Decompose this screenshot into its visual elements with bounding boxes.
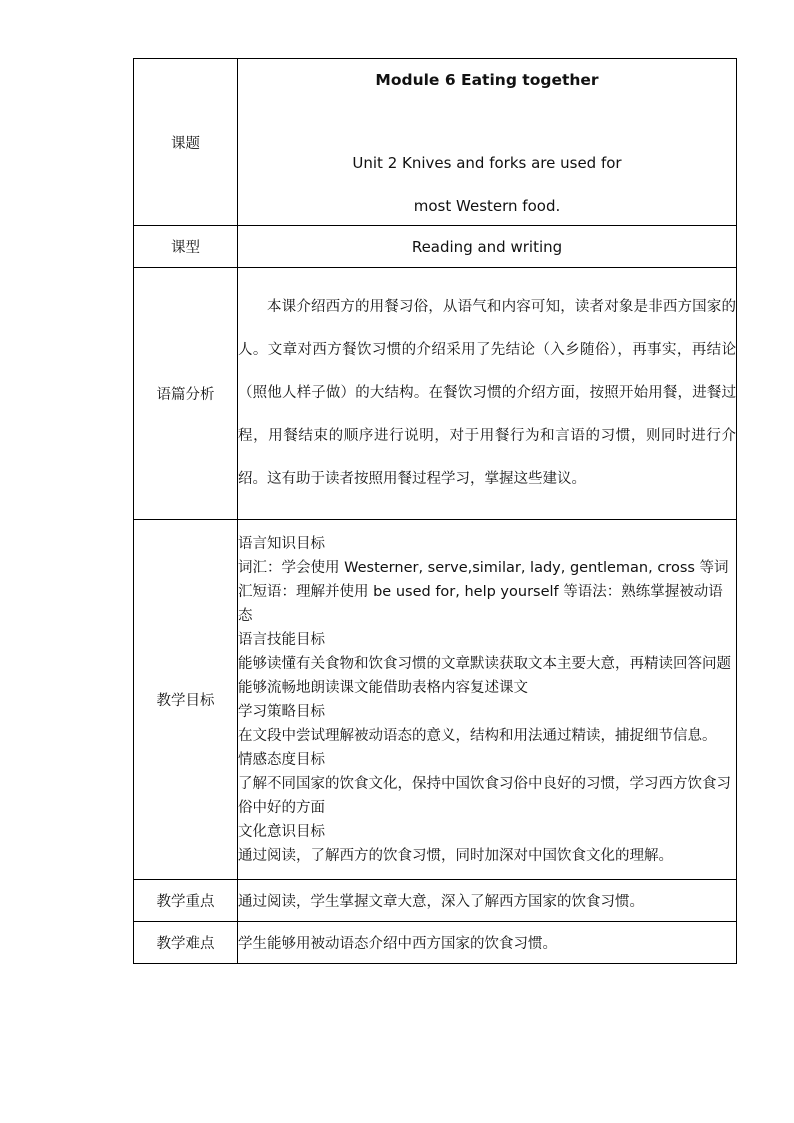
goal-text-knowledge: 词汇：学会使用 Westerner, serve,similar, lady, gentleman, cross 等词汇短语：理解并使用 be used for, help yourself 等语法：熟练掌握被动语态 — [238, 559, 729, 624]
goal-text-attitude: 了解不同国家的饮食文化，保持中国饮食习俗中良好的习惯，学习西方饮食习俗中好的方面 — [238, 775, 731, 816]
goal-text-culture: 通过阅读，了解西方的饮食习惯，同时加深对中国饮食文化的理解。 — [238, 847, 673, 864]
unit-title-line1: Unit 2 Knives and forks are used for — [352, 154, 622, 172]
label-type: 课型 — [134, 226, 238, 268]
row-analysis — [134, 268, 737, 520]
row-type — [134, 226, 737, 268]
label-topic: 课题 — [134, 59, 238, 226]
row-key-points — [134, 880, 737, 922]
goal-text-skills: 能够读懂有关食物和饮食习惯的文章默读获取文本主要大意，再精读回答问题能够流畅地朗读课文能借助表格内容复述课文 — [238, 655, 731, 696]
goals-cell — [238, 520, 737, 880]
goal-heading-strategy: 学习策略目标 — [238, 703, 325, 720]
goal-heading-culture: 文化意识目标 — [238, 823, 325, 840]
unit-title-line2: most Western food. — [413, 197, 561, 215]
type-value: Reading and writing — [238, 226, 737, 268]
goal-heading-skills: 语言技能目标 — [238, 631, 325, 648]
label-goals: 教学目标 — [134, 520, 238, 880]
module-title: Module 6 Eating together — [375, 71, 599, 89]
label-difficulties: 教学难点 — [134, 922, 238, 964]
goal-heading-attitude: 情感态度目标 — [238, 751, 325, 768]
row-goals — [134, 520, 737, 880]
analysis-text: 本课介绍西方的用餐习俗，从语气和内容可知，读者对象是非西方国家的人。文章对西方餐饮习惯的介绍采用了先结论（入乡随俗），再事实，再结论（照他人样子做）的大结构。在餐饮习惯的介绍方面，按照开始用餐，进餐过程，用餐结束的顺序进行说明，对于用餐行为和言语的习惯，则同时进行介绍。这有助于读者按照用餐过程学习，掌握这些建议。 — [238, 299, 736, 487]
goal-text-strategy: 在文段中尝试理解被动语态的意义，结构和用法通过精读，捕捉细节信息。 — [238, 727, 717, 744]
row-topic — [134, 59, 737, 226]
difficulties-value: 学生能够用被动语态介绍中西方国家的饮食习惯。 — [238, 922, 737, 964]
analysis-cell — [238, 268, 737, 520]
label-analysis: 语篇分析 — [134, 268, 238, 520]
topic-value — [238, 59, 737, 226]
row-difficulties — [134, 922, 737, 964]
key-points-value: 通过阅读，学生掌握文章大意，深入了解西方国家的饮食习惯。 — [238, 880, 737, 922]
label-key-points: 教学重点 — [134, 880, 238, 922]
goal-heading-knowledge: 语言知识目标 — [238, 535, 325, 552]
lesson-plan-table — [133, 58, 737, 964]
